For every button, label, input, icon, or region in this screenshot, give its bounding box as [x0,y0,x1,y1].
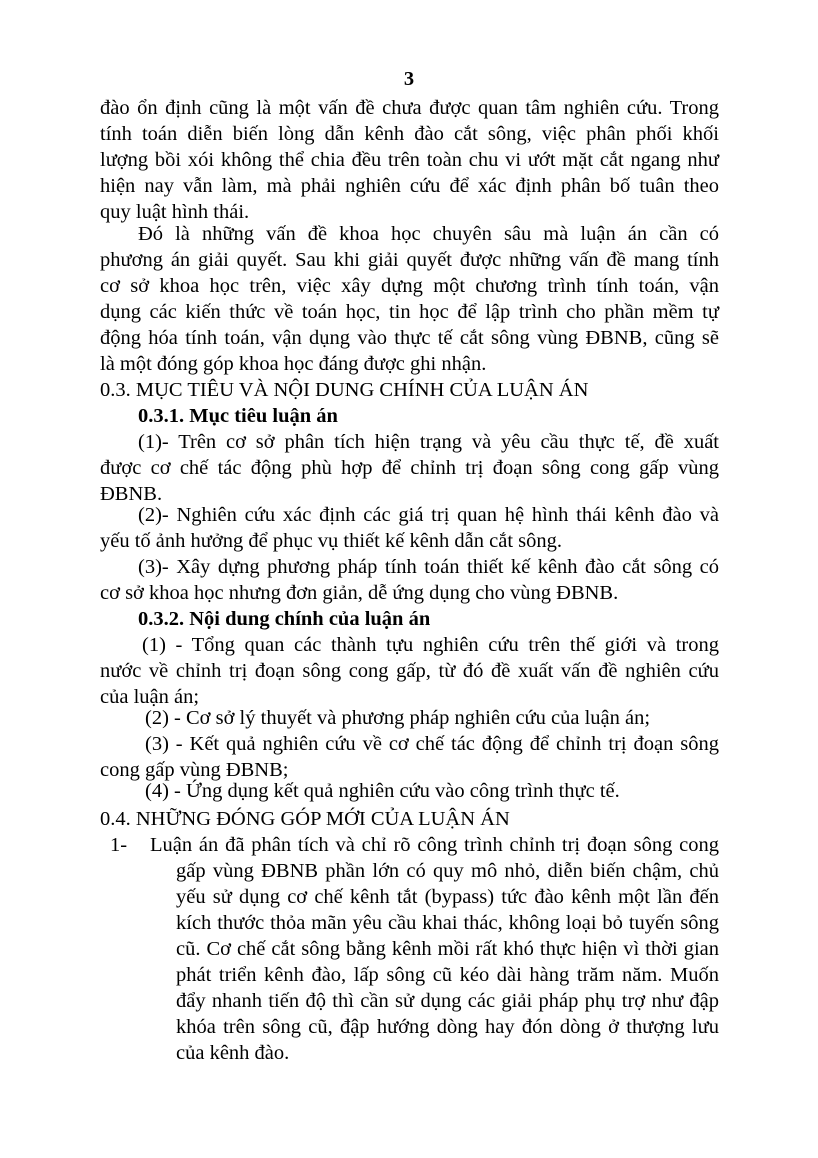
text-line: ĐBNB. [100,483,163,505]
text-line: cũ. Cơ chế cắt sông bằng kênh mồi rất khó thực hiện vì thời gian [176,938,719,960]
text-line: kích thước thỏa mãn yêu cầu khai thác, không loại bỏ tuyến sông [176,912,719,934]
text-line: là một đóng góp khoa học đáng được ghi nhận. [100,353,487,375]
list-item: (3)- Xây dựng phương pháp tính toán thiết kế kênh đào cắt sông có [138,556,719,578]
page-number: 3 [403,68,415,90]
text-line: phát triển kênh đào, lấp sông cũ kéo dài hàng trăm năm. Muốn [176,964,719,986]
text-line: của luận án; [100,686,200,708]
text-line: cơ sở khoa học nhưng đơn giản, dễ ứng dụng cho vùng ĐBNB. [100,582,619,604]
text-line: yếu sử dụng cơ chế kênh tắt (bypass) tức đào kênh một lần đến [176,886,719,908]
text-line: Đó là những vấn đề khoa học chuyên sâu mà luận án cần có [138,223,719,245]
text-line: được cơ chế tác động phù hợp để chỉnh trị đoạn sông cong gấp vùng [100,457,719,479]
text-line: đào ổn định cũng là một vấn đề chưa được quan tâm nghiên cứu. Trong [100,97,719,119]
list-item: (2)- Nghiên cứu xác định các giá trị quan hệ hình thái kênh đào và [138,504,719,526]
text-line: cong gấp vùng ĐBNB; [100,759,289,781]
text-line: đẩy nhanh tiến độ thì cần sử dụng các giải pháp phụ trợ như đập [176,990,719,1012]
text-line: động hóa tính toán, vận dụng vào thực tế cắt sông vùng ĐBNB, cũng sẽ [100,327,719,349]
list-item: (4) - Ứng dụng kết quả nghiên cứu vào công trình thực tế. [145,780,620,802]
list-item: (1) - Tổng quan các thành tựu nghiên cứu trên thế giới và trong [142,634,719,656]
text-line: Luận án đã phân tích và chỉ rõ công trình chỉnh trị đoạn sông cong [150,834,719,856]
text-line: hiện nay vẫn làm, mà phải nghiên cứu để xác định phân bố tuân theo [100,175,719,197]
text-line: cơ sở khoa học trên, việc xây dựng một chương trình tính toán, vận [100,275,719,297]
list-item: (2) - Cơ sở lý thuyết và phương pháp nghiên cứu của luận án; [145,707,651,729]
text-line: nước về chỉnh trị đoạn sông cong gấp, từ đó đề xuất vấn đề nghiên cứu [100,660,719,682]
subsection-heading-0-3-1: 0.3.1. Mục tiêu luận án [138,405,338,427]
text-line: quy luật hình thái. [100,201,250,223]
text-line: lượng bồi xói không thể chia đều trên toàn chu vi ướt mặt cắt ngang như [100,149,719,171]
text-line: của kênh đào. [176,1042,290,1064]
text-line: dụng các kiến thức về toán học, tin học để lập trình cho phần mềm tự [100,301,719,323]
list-item: (3) - Kết quả nghiên cứu về cơ chế tác động để chỉnh trị đoạn sông [145,733,719,755]
text-line: gấp vùng ĐBNB phần lớn có quy mô nhỏ, diễn biến chậm, chủ [176,860,719,882]
list-marker: 1- [110,834,128,856]
subsection-heading-0-3-2: 0.3.2. Nội dung chính của luận án [138,608,431,630]
text-line: yếu tố ảnh hưởng để phục vụ thiết kế kênh dẫn cắt sông. [100,530,563,552]
text-line: phương án giải quyết. Sau khi giải quyết được những vấn đề mang tính [100,249,719,271]
text-line: tính toán diễn biến lòng dẫn kênh đào cắt sông, việc phân phối khối [100,123,719,145]
text-line: khóa trên sông cũ, đập hướng dòng hay đón dòng ở thượng lưu [176,1016,719,1038]
section-heading-0-3: 0.3. MỤC TIÊU VÀ NỘI DUNG CHÍNH CỦA LUẬN ÁN [100,379,589,401]
list-item: (1)- Trên cơ sở phân tích hiện trạng và yêu cầu thực tế, đề xuất [138,431,719,453]
section-heading-0-4: 0.4. NHỮNG ĐÓNG GÓP MỚI CỦA LUẬN ÁN [100,808,510,830]
